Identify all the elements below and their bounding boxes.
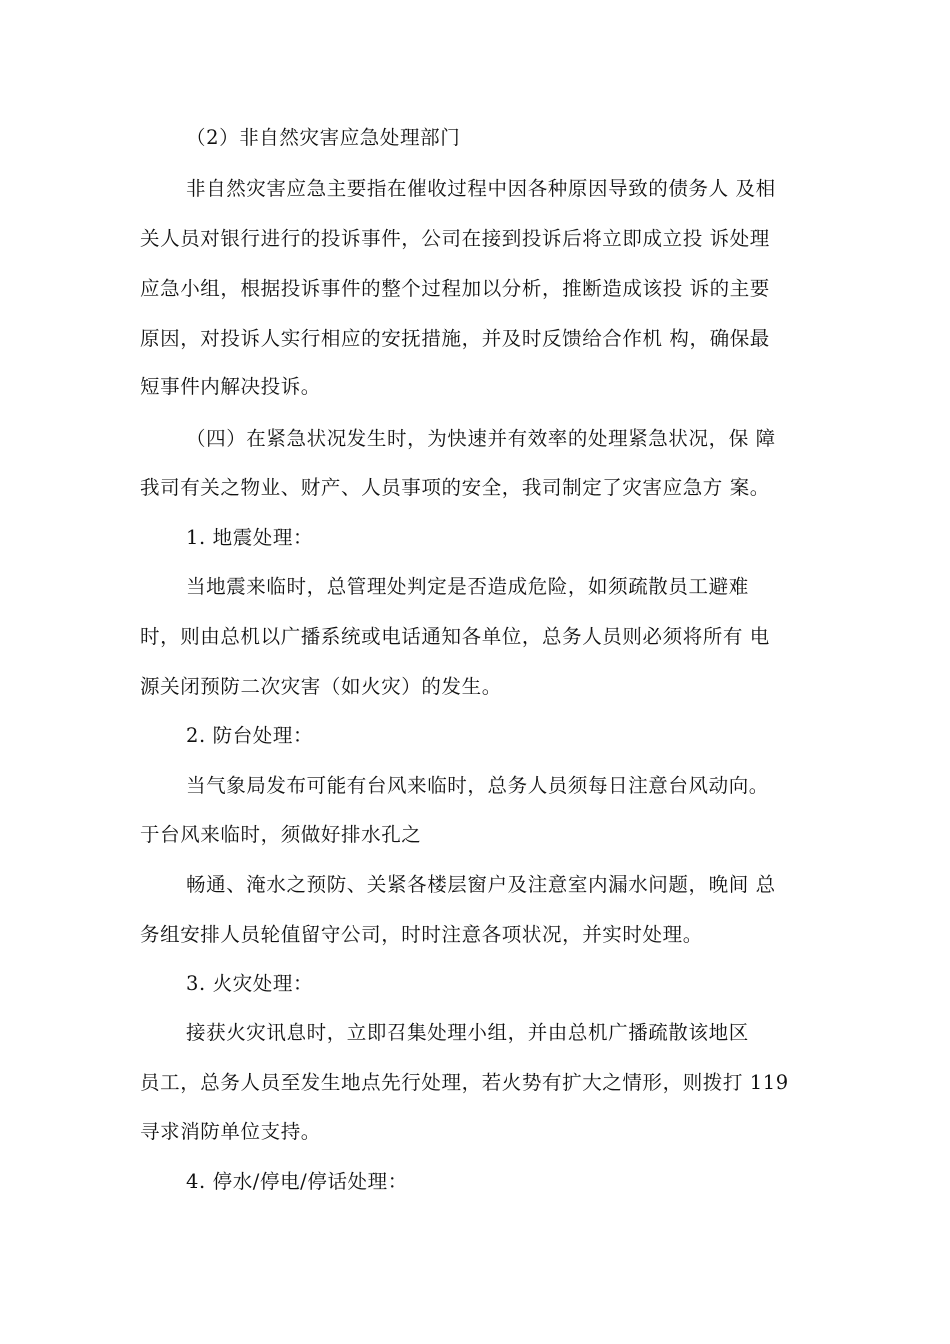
paragraph-line: 畅通、淹水之预防、关紧各楼层窗户及注意室内漏水问题，晚间 总 — [186, 873, 776, 896]
paragraph-line: 员工，总务人员至发生地点先行处理，若火势有扩大之情形，则拨打 119 — [140, 1071, 789, 1094]
paragraph-line: 于台风来临时，须做好排水孔之 — [140, 823, 422, 846]
paragraph-line: 短事件内解决投诉。 — [140, 375, 321, 398]
paragraph-line: 当地震来临时，总管理处判定是否造成危险，如须疏散员工避难 — [186, 575, 749, 598]
paragraph-line: 我司有关之物业、财产、人员事项的安全，我司制定了灾害应急方 案。 — [140, 476, 770, 499]
paragraph-line: 时，则由总机以广播系统或电话通知各单位，总务人员则必须将所有 电 — [140, 625, 770, 648]
paragraph-line: 源关闭预防二次灾害（如火灾）的发生。 — [140, 675, 502, 698]
item-heading-utilities: 4. 停水/停电/停话处理： — [186, 1170, 408, 1193]
paragraph-line: 非自然灾害应急主要指在催收过程中因各种原因导致的债务人 及相 — [186, 177, 776, 200]
paragraph-line: 寻求消防单位支持。 — [140, 1120, 321, 1143]
subsection-heading: （2）非自然灾害应急处理部门 — [186, 126, 461, 149]
item-heading-fire: 3. 火灾处理： — [186, 972, 314, 995]
paragraph-line: 当气象局发布可能有台风来临时，总务人员须每日注意台风动向。 — [186, 774, 769, 797]
paragraph-line: 应急小组，根据投诉事件的整个过程加以分析，推断造成该投 诉的主要 — [140, 277, 770, 300]
item-heading-earthquake: 1. 地震处理： — [186, 526, 314, 549]
item-heading-typhoon: 2. 防台处理： — [186, 724, 314, 747]
paragraph-line: 原因，对投诉人实行相应的安抚措施，并及时反馈给合作机 构，确保最 — [140, 327, 770, 350]
section-heading-line: （四）在紧急状况发生时，为快速并有效率的处理紧急状况，保 障 — [186, 427, 776, 450]
paragraph-line: 关人员对银行进行的投诉事件，公司在接到投诉后将立即成立投 诉处理 — [140, 227, 770, 250]
paragraph-line: 接获火灾讯息时，立即召集处理小组，并由总机广播疏散该地区 — [186, 1021, 749, 1044]
paragraph-line: 务组安排人员轮值留守公司，时时注意各项状况，并实时处理。 — [140, 923, 703, 946]
